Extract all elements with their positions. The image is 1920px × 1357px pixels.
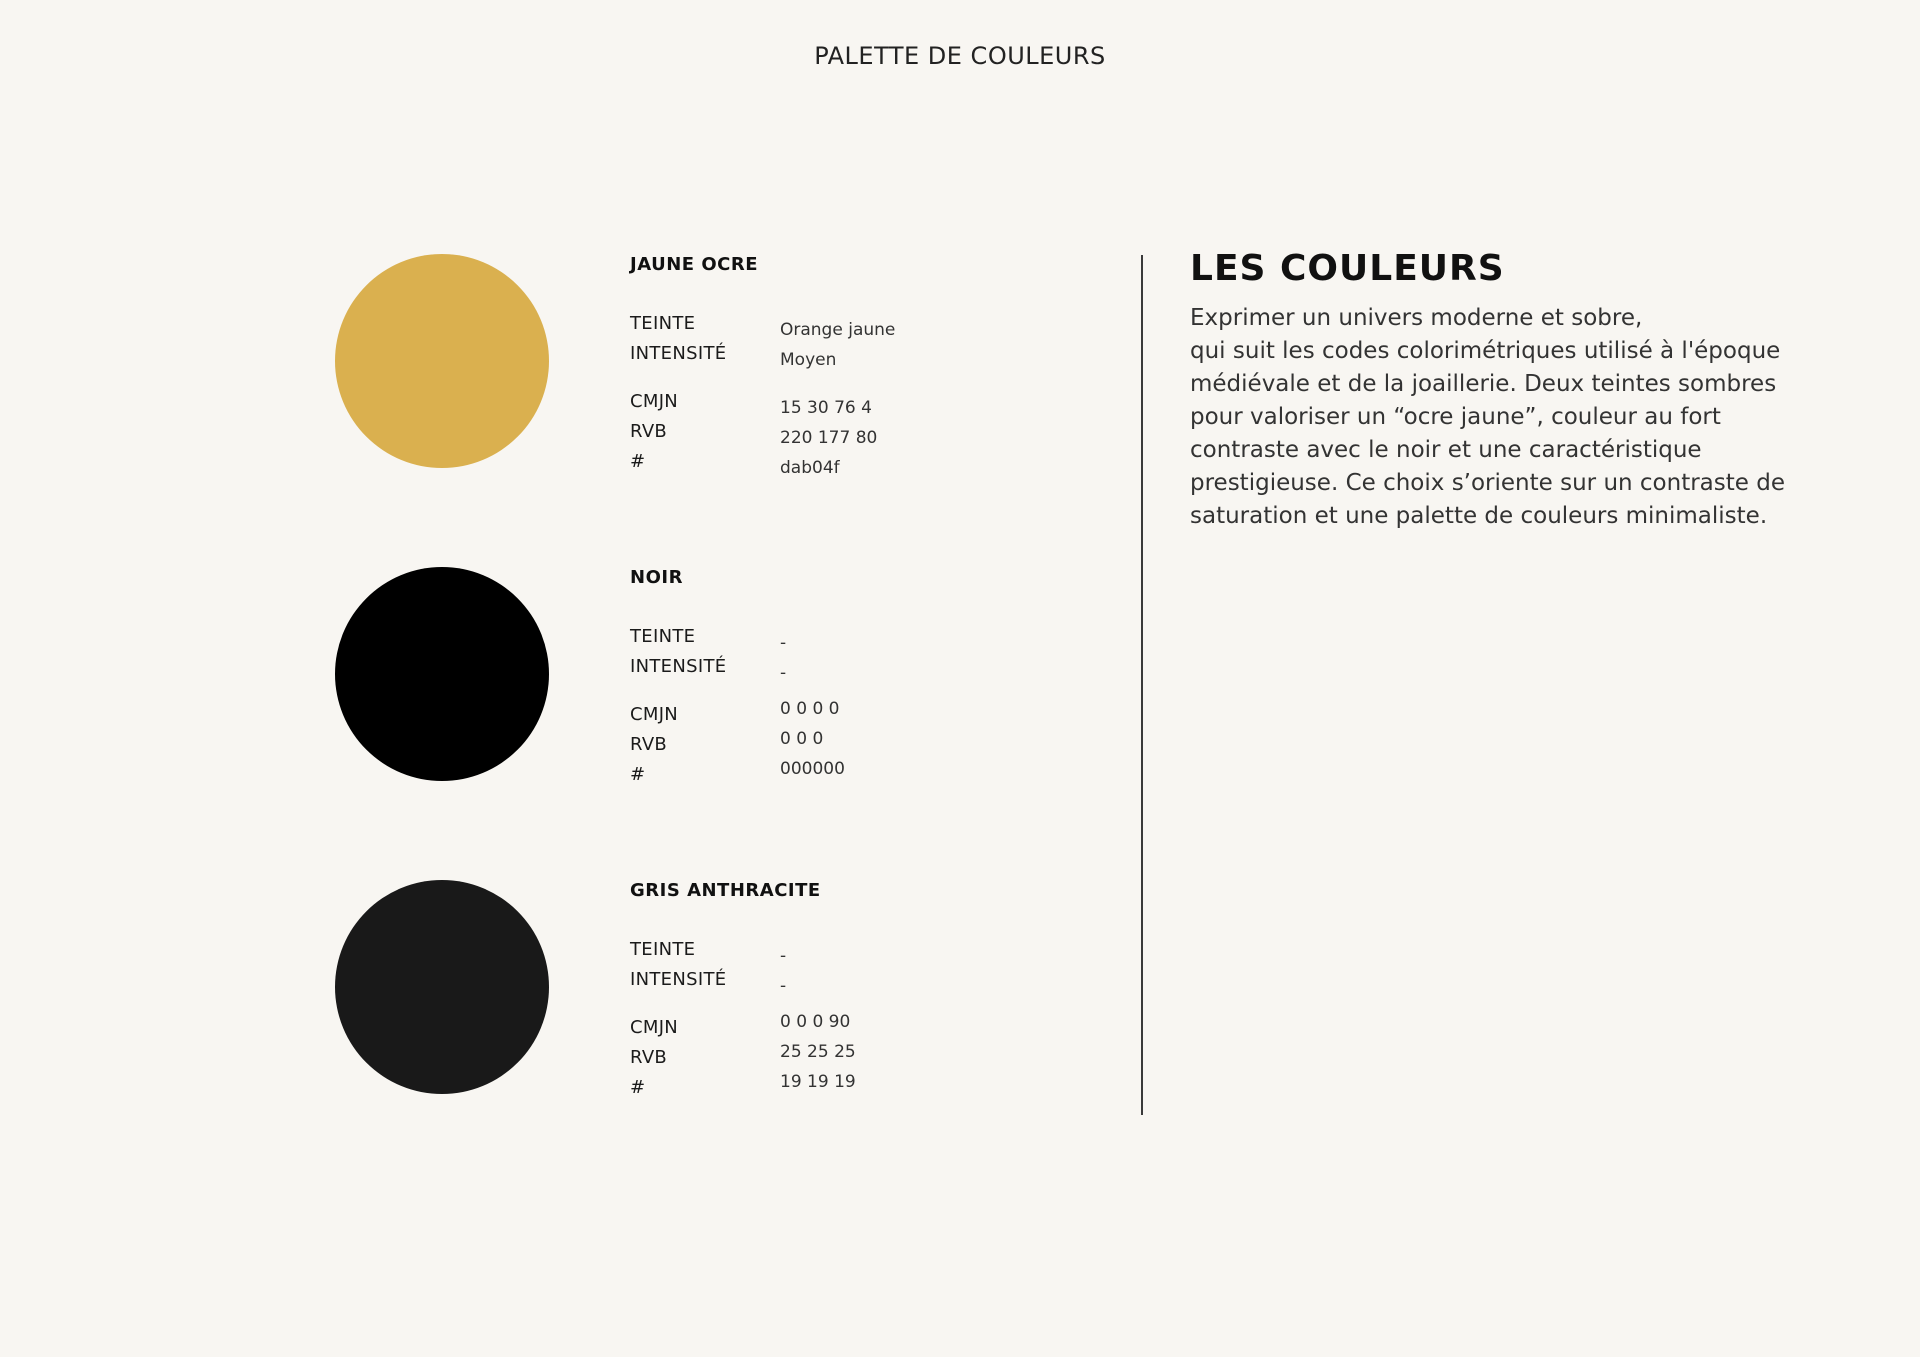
label-intensite: INTENSITÉ xyxy=(630,343,727,364)
section-title: LES COULEURS xyxy=(1190,248,1505,289)
label-hex: # xyxy=(630,764,646,785)
label-teinte: TEINTE xyxy=(630,939,696,960)
swatch-block-gris-anthracite xyxy=(0,880,1100,1180)
page-title: PALETTE DE COULEURS xyxy=(814,42,1106,70)
value-teinte: - xyxy=(780,633,787,653)
swatch-circle xyxy=(335,567,549,781)
label-hex: # xyxy=(630,451,646,472)
value-hex: 19 19 19 xyxy=(780,1072,856,1092)
section-paragraph-line1: Exprimer un univers moderne et sobre, xyxy=(1190,305,1643,331)
label-rvb: RVB xyxy=(630,734,668,755)
label-rvb: RVB xyxy=(630,1047,668,1068)
swatch-name: JAUNE OCRE xyxy=(630,254,758,275)
value-rvb: 220 177 80 xyxy=(780,428,878,448)
swatch-circle xyxy=(335,254,549,468)
value-cmjn: 15 30 76 4 xyxy=(780,398,872,418)
spec-values xyxy=(780,628,845,784)
value-intensite: - xyxy=(780,663,787,683)
label-cmjn: CMJN xyxy=(630,704,679,725)
value-intensite: - xyxy=(780,976,787,996)
value-intensite: Moyen xyxy=(780,350,837,370)
spec-values xyxy=(780,315,895,483)
label-teinte: TEINTE xyxy=(630,626,696,647)
vertical-divider xyxy=(1141,255,1143,1115)
swatch-block-noir xyxy=(0,567,1100,867)
swatch-circle xyxy=(335,880,549,1094)
label-intensite: INTENSITÉ xyxy=(630,969,727,990)
value-rvb: 0 0 0 xyxy=(780,729,824,749)
spec-labels xyxy=(630,935,726,1103)
value-teinte: - xyxy=(780,946,787,966)
label-teinte: TEINTE xyxy=(630,313,696,334)
section-body xyxy=(1190,302,1790,533)
label-rvb: RVB xyxy=(630,421,668,442)
label-hex: # xyxy=(630,1077,646,1098)
swatch-name: GRIS ANTHRACITE xyxy=(630,880,821,901)
swatch-name: NOIR xyxy=(630,567,683,588)
spec-labels xyxy=(630,622,726,790)
value-hex: dab04f xyxy=(780,458,840,478)
section-paragraph: qui suit les codes colorimétriques utilisé à l'époque médiévale et de la joaillerie. Deux teintes sombres pour valoriser un “ocre jaune”, couleur au fort contraste avec le noir et une caractéristique prestigieuse. Ce choix s’oriente sur un contraste de saturation et une palette de couleurs minimaliste. xyxy=(1190,338,1785,529)
spec-values xyxy=(780,941,856,1097)
value-rvb: 25 25 25 xyxy=(780,1042,856,1062)
value-hex: 000000 xyxy=(780,759,845,779)
value-cmjn: 0 0 0 0 xyxy=(780,699,840,719)
label-intensite: INTENSITÉ xyxy=(630,656,727,677)
label-cmjn: CMJN xyxy=(630,1017,679,1038)
value-teinte: Orange jaune xyxy=(780,320,896,340)
value-cmjn: 0 0 0 90 xyxy=(780,1012,851,1032)
label-cmjn: CMJN xyxy=(630,391,679,412)
swatch-block-jaune-ocre xyxy=(0,254,1100,554)
spec-labels xyxy=(630,309,726,477)
